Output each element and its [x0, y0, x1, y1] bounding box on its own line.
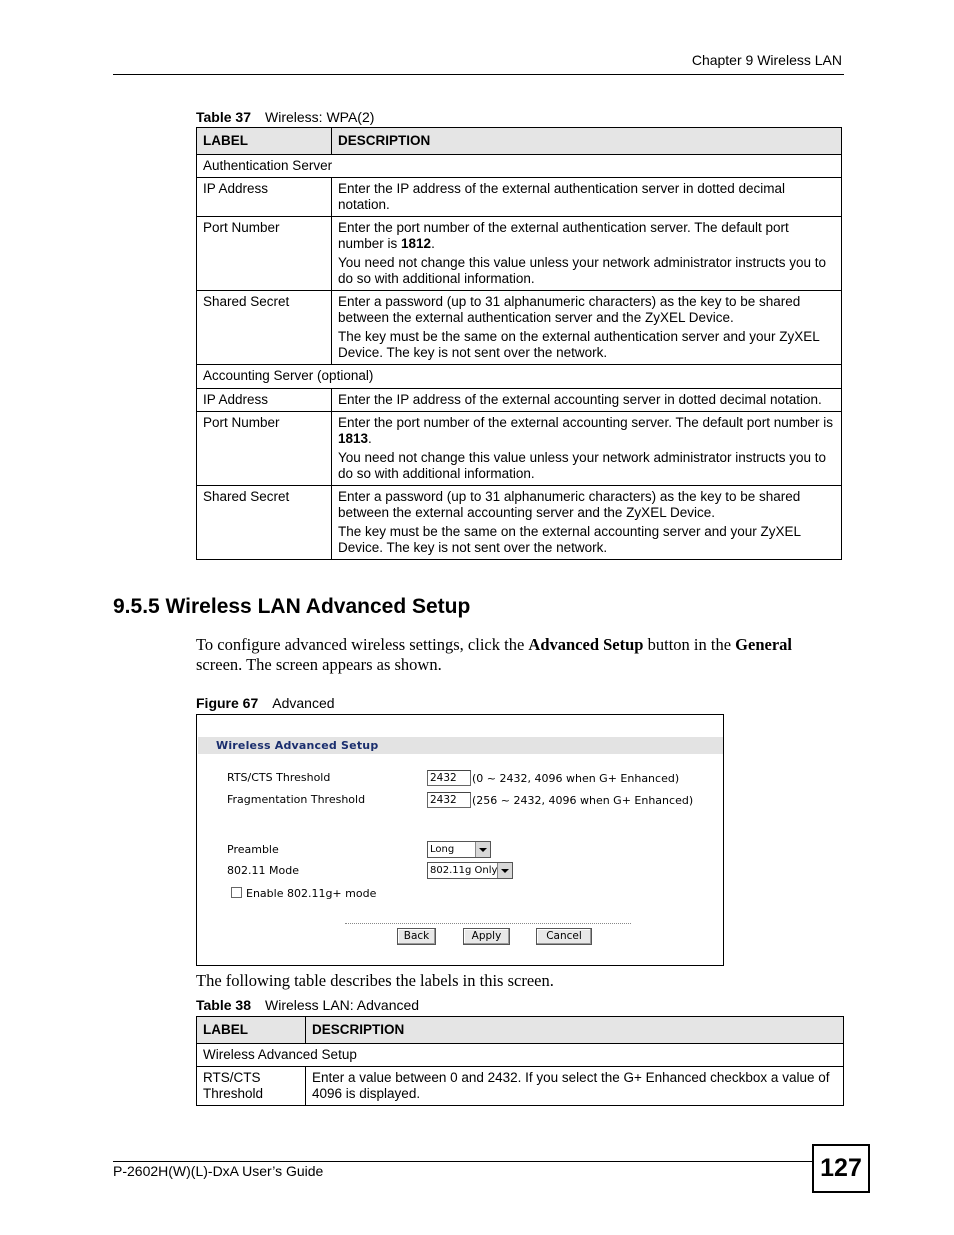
row-label: Shared Secret — [197, 291, 332, 365]
description-text: Enter the port number of the external authentication server. The default port number is — [338, 220, 789, 251]
fragmentation-threshold-label: Fragmentation Threshold — [227, 793, 366, 806]
row-description — [332, 217, 842, 291]
mode-select[interactable] — [427, 862, 513, 879]
after-figure-text: The following table describes the labels in this screen. — [196, 971, 554, 990]
figure-67-number: Figure 67 — [196, 695, 259, 711]
row-description — [332, 486, 842, 560]
description-paragraph: You need not change this value unless your network administrator instructs you to do so with additional information. — [338, 450, 827, 481]
table-row — [197, 291, 842, 365]
row-label: Shared Secret — [197, 486, 332, 560]
footer-rule — [113, 1161, 813, 1162]
col-description-header: DESCRIPTION — [306, 1017, 844, 1044]
chevron-down-icon[interactable] — [475, 842, 490, 857]
panel-title: Wireless Advanced Setup — [216, 739, 379, 752]
row-description: Enter the IP address of the external authentication server in dotted decimal notation. — [332, 178, 842, 217]
preamble-label: Preamble — [227, 843, 279, 856]
section-authentication-server: Authentication Server — [197, 154, 842, 178]
intro-text: screen. The screen appears as shown. — [196, 655, 442, 674]
col-description-header: DESCRIPTION — [332, 128, 842, 155]
table-38-title: Wireless LAN: Advanced — [265, 997, 420, 1013]
description-paragraph: Enter a password (up to 31 alphanumeric characters) as the key to be shared between the external accounting server and the ZyXEL Device. — [338, 489, 801, 520]
rts-threshold-label: RTS/CTS Threshold — [227, 771, 331, 784]
table-37-title: Wireless: WPA(2) — [265, 109, 375, 125]
table-row — [197, 388, 842, 412]
enable-gplus-checkbox[interactable] — [231, 887, 242, 898]
table-38-number: Table 38 — [196, 997, 251, 1013]
intro-bold-advanced-setup: Advanced Setup — [528, 635, 644, 654]
table-37 — [196, 127, 842, 560]
table-row — [197, 412, 842, 486]
description-text: . — [431, 235, 435, 251]
section-accounting-server: Accounting Server (optional) — [197, 365, 842, 389]
page-number: 127 — [812, 1144, 870, 1193]
row-description: Enter a value between 0 and 2432. If you select the G+ Enhanced checkbox a value of 4096 is displayed. — [306, 1067, 844, 1106]
row-label: Port Number — [197, 217, 332, 291]
footer-guide-title: P-2602H(W)(L)-DxA User’s Guide — [113, 1163, 324, 1179]
table-38-caption — [196, 997, 419, 1013]
description-paragraph — [338, 220, 836, 251]
row-description — [332, 291, 842, 365]
table-37-number: Table 37 — [196, 109, 251, 125]
description-text: . — [368, 430, 372, 446]
table-row — [197, 178, 842, 217]
table-section-row — [197, 154, 842, 178]
cancel-button[interactable]: Cancel — [536, 928, 592, 945]
row-label: IP Address — [197, 388, 332, 412]
preamble-select[interactable] — [427, 841, 491, 858]
rts-threshold-hint: (0 ~ 2432, 4096 when G+ Enhanced) — [472, 772, 680, 785]
panel-title-bar — [198, 737, 723, 754]
table-header-row — [197, 128, 842, 155]
section-heading: 9.5.5 Wireless LAN Advanced Setup — [113, 595, 471, 618]
intro-text: To configure advanced wireless settings, click the — [196, 635, 529, 654]
default-port-value: 1813 — [338, 430, 369, 446]
apply-button[interactable]: Apply — [463, 928, 510, 945]
intro-bold-general: General — [735, 635, 792, 654]
intro-text: button in the — [643, 635, 736, 654]
description-paragraph: Enter a password (up to 31 alphanumeric characters) as the key to be shared between the external authentication server and the ZyXEL Device. — [338, 294, 801, 325]
description-paragraph: You need not change this value unless your network administrator instructs you to do so with additional information. — [338, 255, 827, 286]
preamble-selected-value: Long — [430, 844, 455, 855]
fragmentation-threshold-hint: (256 ~ 2432, 4096 when G+ Enhanced) — [472, 794, 694, 807]
chevron-down-icon[interactable] — [497, 863, 512, 878]
mode-selected-value: 802.11g Only — [430, 865, 498, 876]
row-label: Port Number — [197, 412, 332, 486]
figure-67-title: Advanced — [272, 695, 335, 711]
table-38 — [196, 1016, 844, 1106]
col-label-header: LABEL — [197, 1017, 306, 1044]
header-rule — [113, 74, 844, 75]
row-label: RTS/CTS Threshold — [197, 1067, 306, 1106]
row-label: IP Address — [197, 178, 332, 217]
advanced-setup-figure — [196, 714, 724, 966]
enable-gplus-label: Enable 802.11g+ mode — [246, 887, 377, 900]
table-section-row — [197, 365, 842, 389]
chapter-header: Chapter 9 Wireless LAN — [691, 52, 842, 68]
default-port-value: 1812 — [401, 235, 432, 251]
description-paragraph — [338, 415, 836, 446]
fragmentation-threshold-input[interactable]: 2432 — [427, 792, 471, 808]
rts-threshold-input[interactable]: 2432 — [427, 770, 471, 786]
intro-paragraph — [196, 635, 836, 675]
row-description — [332, 412, 842, 486]
table-37-caption — [196, 109, 374, 125]
col-label-header: LABEL — [197, 128, 332, 155]
dotted-divider — [345, 923, 631, 924]
table-section-row — [197, 1043, 844, 1067]
figure-67-caption — [196, 695, 335, 711]
table-row — [197, 486, 842, 560]
description-paragraph: The key must be the same on the external authentication server and your ZyXEL Device. The key is not sent over the network. — [338, 329, 820, 360]
mode-label: 802.11 Mode — [227, 864, 299, 877]
section-wireless-advanced-setup: Wireless Advanced Setup — [197, 1043, 844, 1067]
table-row — [197, 217, 842, 291]
row-description: Enter the IP address of the external accounting server in dotted decimal notation. — [332, 388, 842, 412]
description-text: Enter the port number of the external accounting server. The default port number is — [338, 415, 834, 430]
table-row — [197, 1067, 844, 1106]
description-paragraph: The key must be the same on the external accounting server and your ZyXEL Device. The key is not sent over the network. — [338, 524, 801, 555]
table-header-row — [197, 1017, 844, 1044]
back-button[interactable]: Back — [397, 928, 436, 945]
